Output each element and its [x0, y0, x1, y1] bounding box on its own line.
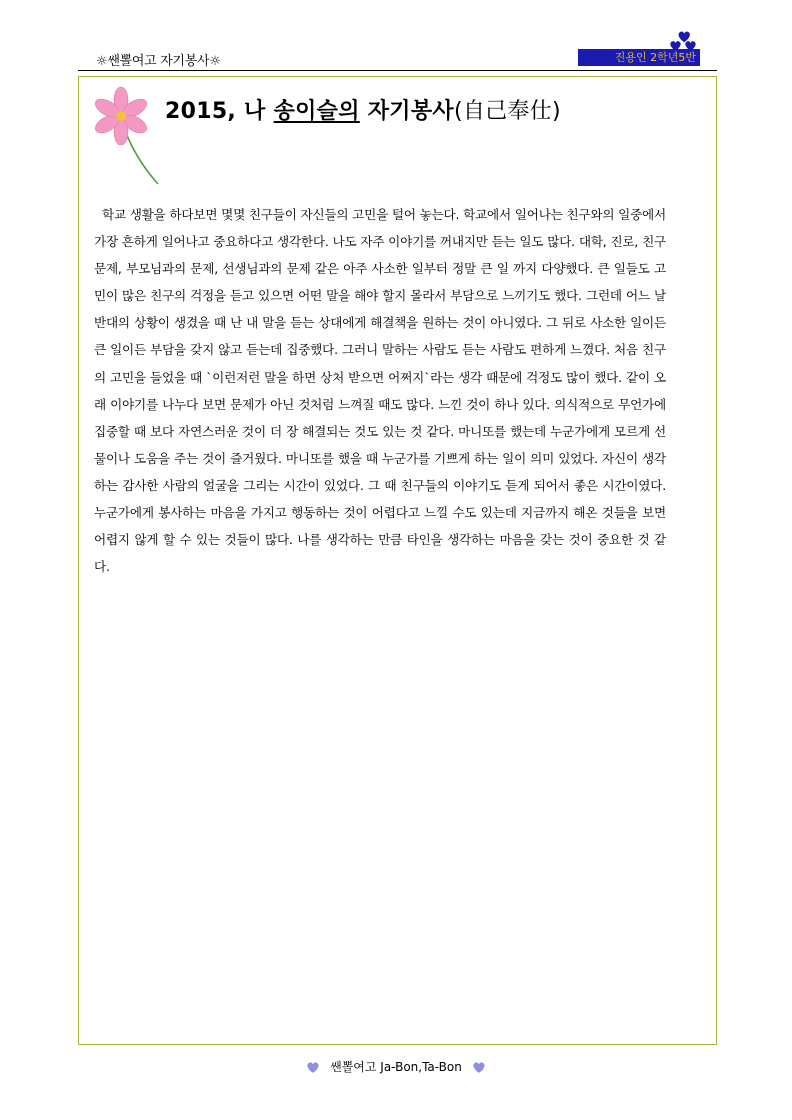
heart-right-icon — [470, 1060, 488, 1074]
essay-body — [94, 201, 666, 580]
title-hanja: (自己奉仕) — [453, 99, 561, 124]
page-footer — [0, 1058, 792, 1075]
essay-paragraph: 학교 생활을 하다보면 몇몇 친구들이 자신들의 고민을 털어 놓는다. 학교에서 일어나는 친구와의 일중에서 가장 흔하게 일어나고 중요하다고 생각한다. 나도 자주 이야기를 꺼내지만 듣는 일도 많다. 대학, 진로, 친구 문제, 부모님과의 문제, 선생님과의 문제 같은 아주 사소한 일부터 정말 큰 일 까지 다양했다. 큰 일들도 고민이 많은 친구의 걱정을 듣고 있으면 어떤 말을 해야 할지 몰라서 부담으로 느끼기도 했다. 그런데 어느 날 반대의 상황이 생겼을 때 난 내 말을 듣는 상대에게 해결책을 원하는 것이 아니였다. 그 뒤로 사소한 일이든 큰 일이든 부담을 갖지 않고 듣는데 집중했다. 그러니 말하는 사람도 듣는 사람도 편하게 느꼈다. 처음 친구의 고민을 들었을 때 `이런저런 말을 하면 상처 받으면 어쩌지`라는 생각 때문에 걱정도 많이 했다. 같이 오래 이야기를 나누다 보면 문제가 아닌 것처럼 느껴질 때도 많다. 느낀 것이 하나 있다. 의식적으로 무언가에 집중할 때 보다 자연스러운 것이 더 장 해결되는 것도 있는 것 같다. 마니또를 했는데 누군가에게 모르게 선물이나 도움을 주는 것이 즐거웠다. 마니또를 했을 때 누군가를 기쁘게 하는 일이 의미 있었다. 자신이 생각하는 감사한 사람의 얼굴을 그리는 시간이 있었다. 그 때 친구들의 이야기도 듣게 되어서 좋은 시간이였다. 누군가에게 봉사하는 마음을 가지고 행동하는 것이 어렵다고 느낄 수도 있는데 지금까지 해온 것들을 보면 어렵지 않게 할 수 있는 것들이 많다. 나를 생각하는 만큼 타인을 생각하는 마음을 갖는 것이 중요한 것 같다. — [94, 207, 666, 575]
title-author-name: 송이슬의 — [273, 99, 360, 124]
student-badge: 진용인 2학년5반 — [578, 49, 700, 66]
document-title — [165, 94, 561, 125]
cosmos-flower-icon — [88, 86, 162, 186]
title-main: 자기봉사 — [359, 99, 454, 124]
footer-label: 쌘뽈여고 Ja-Bon,Ta-Bon — [330, 1060, 462, 1074]
heart-left-icon — [304, 1060, 322, 1074]
title-prefix: 2015, 나 — [165, 99, 274, 124]
page-header-label: ☼쌘뽈여고 자기봉사☼ — [96, 54, 221, 69]
header-divider — [78, 70, 717, 71]
